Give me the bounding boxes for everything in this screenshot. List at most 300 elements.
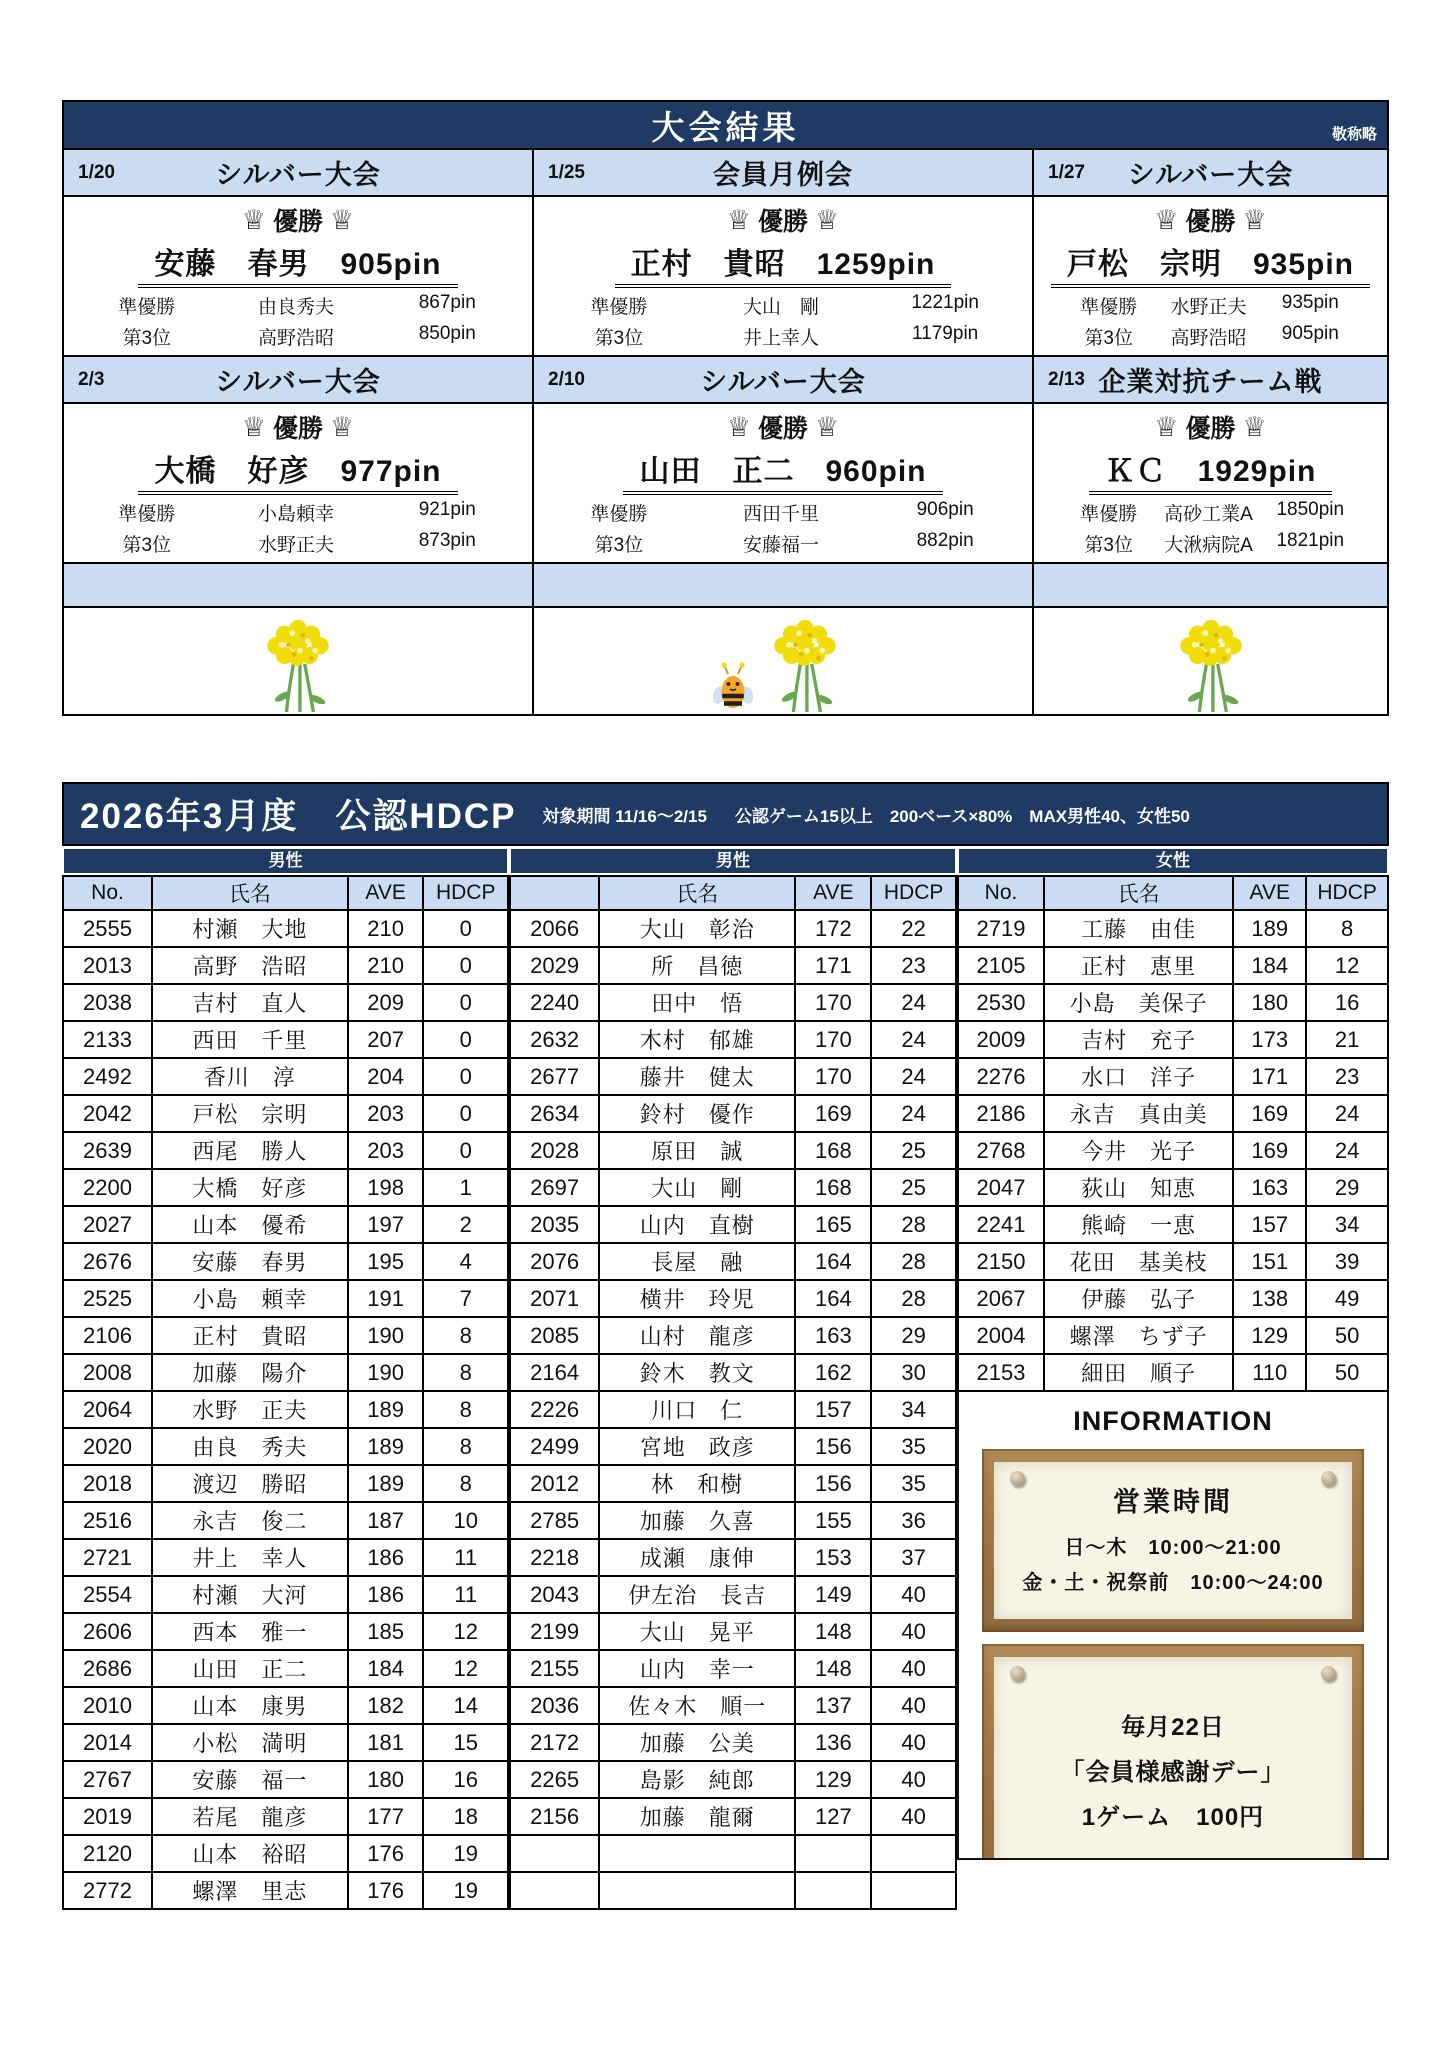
hdcp-column-header: No. [63,876,152,910]
hdcp-table-host [509,875,957,1910]
hdcp-row [63,1613,508,1650]
champion-name: ＫＣ 1929pin [1089,446,1333,495]
third-place-label: 第3位 [122,328,172,349]
hdcp-column-header: AVE [348,876,424,910]
member-name: 小松 満明 [152,1724,348,1761]
hdcp-header-row [63,876,508,910]
pushpin-icon [1010,1666,1025,1681]
tournament-result-cell [1034,404,1387,562]
crown-icon: ♕ [815,411,840,442]
tournament-header-cell [64,357,532,402]
pushpin-icon [1321,1666,1336,1681]
hdcp-table [62,875,509,1910]
member-no: 2047 [958,1169,1044,1206]
member-hdcp: 21 [1306,1021,1388,1058]
crown-icon: ♕ [726,204,751,235]
member-name: 今井 光子 [1044,1132,1233,1169]
hdcp-row [510,1317,956,1354]
member-name: 小島 美保子 [1044,984,1233,1021]
member-no: 2120 [63,1835,152,1872]
member-hdcp: 40 [871,1761,956,1798]
member-no: 2133 [63,1021,152,1058]
empty-cell [871,1835,956,1872]
runner-up-label: 準優勝 [118,504,176,525]
tournament-grid [62,150,1389,716]
member-name: 螺澤 ちず子 [1044,1317,1233,1354]
tournament-date: 1/20 [78,161,115,183]
member-ave: 162 [795,1354,871,1391]
member-ave: 169 [795,1095,871,1132]
member-hdcp: 0 [423,984,508,1021]
member-ave: 153 [795,1539,871,1576]
hdcp-row [958,984,1388,1021]
member-no: 2004 [958,1317,1044,1354]
member-name: 西尾 勝人 [152,1132,348,1169]
member-no: 2019 [63,1798,152,1835]
member-hdcp: 37 [871,1539,956,1576]
runner-up-label: 準優勝 [1080,504,1138,525]
member-hdcp: 24 [871,1058,956,1095]
board-line: 毎月22日 [1121,1714,1225,1741]
member-ave: 148 [795,1650,871,1687]
member-no: 2029 [510,947,599,984]
hdcp-row [63,1465,508,1502]
hdcp-row [63,1391,508,1428]
member-no: 2240 [510,984,599,1021]
rapeseed-flower-icon [1163,614,1259,714]
member-name: 香川 淳 [152,1058,348,1095]
tournament-date: 2/10 [548,368,585,390]
runner-up-label: 準優勝 [1080,297,1138,318]
member-ave: 176 [348,1872,424,1909]
member-no: 2008 [63,1354,152,1391]
member-hdcp: 23 [1306,1058,1388,1095]
member-ave: 207 [348,1021,424,1058]
tournament-header-cell [64,150,532,195]
champion-name-line [64,239,532,288]
member-name: 村瀬 大地 [152,910,348,947]
member-ave: 163 [795,1317,871,1354]
member-hdcp: 28 [871,1206,956,1243]
hdcp-column-header: AVE [795,876,871,910]
member-hdcp: 34 [1306,1206,1388,1243]
hdcp-empty-row [510,1872,956,1909]
champion-line [1034,202,1387,238]
member-hdcp: 24 [1306,1095,1388,1132]
third-place-line [97,530,499,557]
member-hdcp: 24 [871,1095,956,1132]
hdcp-row [63,1798,508,1835]
runner-up-name: 由良秀夫 [257,297,334,318]
honorific-note: 敬称略 [1331,126,1377,143]
champion-name: 戸松 宗明 935pin [1051,239,1370,288]
hdcp-table [957,875,1389,1392]
hdcp-group-women [957,849,1389,1910]
member-name: 木村 郁雄 [599,1021,795,1058]
hdcp-column-header: No. [958,876,1044,910]
third-place-score: 1821pin [1276,530,1345,551]
member-name: 成瀬 康伸 [599,1539,795,1576]
member-ave: 171 [1233,1058,1306,1095]
member-name: 熊崎 一恵 [1044,1206,1233,1243]
member-name: 村瀬 大河 [152,1576,348,1613]
tournament-name: シルバー大会 [1127,160,1294,190]
member-no: 2027 [63,1206,152,1243]
member-hdcp: 12 [423,1613,508,1650]
member-no: 2555 [63,910,152,947]
member-name: 工藤 由佳 [1044,910,1233,947]
tournament-name: シルバー大会 [215,160,381,190]
champion-label: 優勝 [757,415,808,443]
runner-up-label: 準優勝 [118,297,176,318]
member-name: 加藤 公美 [599,1724,795,1761]
champion-line [64,409,532,445]
member-no: 2499 [510,1428,599,1465]
empty-cell [599,1835,795,1872]
member-ave: 136 [795,1724,871,1761]
champion-name-line [534,446,1032,495]
third-place-score: 850pin [418,323,476,344]
member-ave: 187 [348,1502,424,1539]
champion-label: 優勝 [757,208,808,236]
member-ave: 151 [1233,1243,1306,1280]
hdcp-title: 2026年3月度 公認HDCP [80,797,517,836]
member-no: 2686 [63,1650,152,1687]
member-ave: 155 [795,1502,871,1539]
member-ave: 191 [348,1280,424,1317]
tournament-name: 企業対抗チーム戦 [1098,367,1323,397]
member-no: 2010 [63,1687,152,1724]
tournament-result-cell [534,404,1032,562]
member-name: 鈴村 優作 [599,1095,795,1132]
member-name: 山村 龍彦 [599,1317,795,1354]
member-hdcp: 8 [423,1391,508,1428]
third-place-label: 第3位 [122,535,172,556]
hdcp-row [510,1465,956,1502]
third-place-name: 水野正夫 [257,535,334,556]
third-place-line [1059,323,1363,350]
member-ave: 182 [348,1687,424,1724]
empty-cell [599,1872,795,1909]
member-no: 2768 [958,1132,1044,1169]
member-ave: 176 [348,1835,424,1872]
runner-up-score: 921pin [418,499,476,520]
member-hdcp: 15 [423,1724,508,1761]
flower-cell [534,608,1032,714]
member-no: 2634 [510,1095,599,1132]
member-name: 小島 頼幸 [152,1280,348,1317]
member-ave: 189 [348,1391,424,1428]
member-ave: 186 [348,1539,424,1576]
hdcp-group-men-2 [509,849,957,1910]
member-name: 所 昌徳 [599,947,795,984]
runner-up-line [1059,292,1363,319]
champion-line [64,202,532,238]
member-name: 細田 順子 [1044,1354,1233,1391]
member-no: 2530 [958,984,1044,1021]
member-ave: 173 [1233,1021,1306,1058]
hdcp-row [510,1798,956,1835]
tournament-date: 1/27 [1048,161,1085,183]
third-place-name: 高野浩昭 [257,328,334,349]
tournament-date: 2/13 [1048,368,1085,390]
member-hdcp: 0 [423,1021,508,1058]
member-no: 2155 [510,1650,599,1687]
member-hdcp: 0 [423,1132,508,1169]
member-hdcp: 30 [871,1354,956,1391]
member-no: 2199 [510,1613,599,1650]
tournament-header-cell [1034,357,1387,402]
member-name: 高野 浩昭 [152,947,348,984]
champion-line [534,409,1032,445]
member-no: 2785 [510,1502,599,1539]
member-hdcp: 2 [423,1206,508,1243]
hdcp-row [958,1354,1388,1391]
crown-icon: ♕ [1242,411,1267,442]
member-hdcp: 25 [871,1169,956,1206]
champion-name-line [1034,239,1387,288]
hdcp-row [510,1613,956,1650]
runner-up-score: 906pin [916,499,974,520]
hdcp-groups [62,849,1389,1910]
member-ave: 110 [1233,1354,1306,1391]
hdcp-row [958,1243,1388,1280]
member-name: 山内 幸一 [599,1650,795,1687]
member-name: 安藤 福一 [152,1761,348,1798]
third-place-label: 第3位 [1084,535,1133,556]
runner-up-score: 1221pin [911,292,979,313]
newsletter-sheet [62,100,1389,1910]
member-no: 2200 [63,1169,152,1206]
hdcp-row [510,1095,956,1132]
member-no: 2772 [63,1872,152,1909]
hdcp-row [958,910,1388,947]
hdcp-row [958,1169,1388,1206]
member-hdcp: 28 [871,1280,956,1317]
hdcp-row [63,1280,508,1317]
member-no: 2218 [510,1539,599,1576]
board-line: 営業時間 [1113,1487,1233,1517]
member-no: 2719 [958,910,1044,947]
hdcp-row [958,1058,1388,1095]
member-hdcp: 8 [1306,910,1388,947]
member-no: 2043 [510,1576,599,1613]
third-place-name: 井上幸人 [742,328,819,349]
member-name: 加藤 久喜 [599,1502,795,1539]
member-ave: 210 [348,947,424,984]
hdcp-header-row [958,876,1388,910]
page-title: 大会結果 [651,108,800,146]
hdcp-row [958,1021,1388,1058]
member-no: 2677 [510,1058,599,1095]
third-place-score: 905pin [1281,323,1339,344]
hdcp-row [958,947,1388,984]
member-ave: 148 [795,1613,871,1650]
hdcp-row [510,1761,956,1798]
member-no: 2106 [63,1317,152,1354]
hdcp-row [510,1058,956,1095]
member-ave: 137 [795,1687,871,1724]
member-no: 2014 [63,1724,152,1761]
member-no: 2038 [63,984,152,1021]
runner-up-label: 準優勝 [590,504,648,525]
member-ave: 189 [348,1465,424,1502]
member-hdcp: 40 [871,1613,956,1650]
tournament-header-cell [534,150,1032,195]
member-no: 2697 [510,1169,599,1206]
member-hdcp: 24 [871,1021,956,1058]
member-hdcp: 10 [423,1502,508,1539]
tournament-name: シルバー大会 [700,367,866,397]
member-no: 2241 [958,1206,1044,1243]
hdcp-row [958,1132,1388,1169]
champion-name-line [64,446,532,495]
hdcp-row [63,1428,508,1465]
hdcp-row [63,1835,508,1872]
member-no: 2105 [958,947,1044,984]
member-hdcp: 49 [1306,1280,1388,1317]
member-hdcp: 14 [423,1687,508,1724]
hdcp-row [510,984,956,1021]
champion-name: 正村 貴昭 1259pin [615,239,952,288]
member-ave: 184 [1233,947,1306,984]
member-ave: 204 [348,1058,424,1095]
runner-up-name: 小島頼幸 [257,504,334,525]
member-ave: 209 [348,984,424,1021]
runner-up-score: 1850pin [1276,499,1345,520]
member-no: 2020 [63,1428,152,1465]
member-no: 2525 [63,1280,152,1317]
board-line: 日～木 10:00～21:00 [1064,1537,1282,1559]
member-ave: 149 [795,1576,871,1613]
thanks-day-board [982,1644,1364,1860]
member-hdcp: 8 [423,1428,508,1465]
member-hdcp: 8 [423,1465,508,1502]
member-name: 由良 秀夫 [152,1428,348,1465]
member-no: 2018 [63,1465,152,1502]
member-name: 伊左治 長吉 [599,1576,795,1613]
hdcp-rule-note: 公認ゲーム15以上 200ベース×80% MAX男性40、女性50 [734,806,1190,826]
member-hdcp: 39 [1306,1243,1388,1280]
champion-label: 優勝 [272,415,323,443]
member-name: 西田 千里 [152,1021,348,1058]
empty-cell [795,1872,871,1909]
gender-bar: 女性 [959,849,1387,873]
runner-up-score: 867pin [418,292,476,313]
member-name: 加藤 龍爾 [599,1798,795,1835]
member-hdcp: 40 [871,1798,956,1835]
member-hdcp: 22 [871,910,956,947]
member-hdcp: 16 [423,1761,508,1798]
hdcp-row [63,1132,508,1169]
runner-up-line [97,292,499,319]
hdcp-row [510,1243,956,1280]
hdcp-empty-row [510,1835,956,1872]
empty-band-cell [64,564,532,606]
information-panel [957,1392,1389,1860]
champion-line [534,202,1032,238]
member-name: 山本 康男 [152,1687,348,1724]
member-hdcp: 34 [871,1391,956,1428]
member-hdcp: 28 [871,1243,956,1280]
member-name: 永吉 真由美 [1044,1095,1233,1132]
member-name: 西本 雅一 [152,1613,348,1650]
hdcp-row [63,1206,508,1243]
member-no: 2064 [63,1391,152,1428]
third-place-name: 安藤福一 [742,535,819,556]
member-no: 2085 [510,1317,599,1354]
crown-icon: ♕ [1154,204,1179,235]
hdcp-column-header: AVE [1233,876,1306,910]
hdcp-column-header: 氏名 [1044,876,1233,910]
member-ave: 170 [795,984,871,1021]
member-no: 2153 [958,1354,1044,1391]
hdcp-row [63,1650,508,1687]
rapeseed-flower-icon [250,614,346,714]
empty-band-cell [1034,564,1387,606]
member-hdcp: 12 [423,1650,508,1687]
member-no: 2009 [958,1021,1044,1058]
member-name: 長屋 融 [599,1243,795,1280]
member-name: 鈴木 教文 [599,1354,795,1391]
third-place-score: 873pin [418,530,476,551]
member-ave: 189 [1233,910,1306,947]
crown-icon: ♕ [241,411,266,442]
member-ave: 195 [348,1243,424,1280]
hdcp-row [510,910,956,947]
board-line: 「会員様感謝デー」 [1060,1759,1286,1786]
hdcp-row [510,1132,956,1169]
runner-up-name: 水野正夫 [1170,297,1247,318]
member-ave: 180 [348,1761,424,1798]
member-ave: 186 [348,1576,424,1613]
member-no: 2012 [510,1465,599,1502]
member-ave: 189 [348,1428,424,1465]
bee-icon [713,662,753,714]
member-name: 花田 基美枝 [1044,1243,1233,1280]
hdcp-row [63,1317,508,1354]
tournament-header-cell [534,357,1032,402]
champion-name: 大橋 好彦 977pin [138,446,457,495]
member-name: 田中 悟 [599,984,795,1021]
member-ave: 170 [795,1058,871,1095]
member-hdcp: 1 [423,1169,508,1206]
information-title: INFORMATION [1073,1406,1273,1436]
member-name: 林 和樹 [599,1465,795,1502]
empty-cell [871,1872,956,1909]
member-name: 戸松 宗明 [152,1095,348,1132]
member-ave: 210 [348,910,424,947]
member-no: 2071 [510,1280,599,1317]
hdcp-row [510,947,956,984]
hdcp-row [63,1095,508,1132]
runner-up-line [1059,499,1363,526]
tournament-date: 2/3 [78,368,105,390]
tournament-header-cell [1034,150,1387,195]
hdcp-table [509,875,957,1910]
member-hdcp: 40 [871,1650,956,1687]
member-ave: 156 [795,1465,871,1502]
member-hdcp: 35 [871,1428,956,1465]
member-name: 水口 洋子 [1044,1058,1233,1095]
hdcp-group-men-1 [62,849,509,1910]
member-no: 2013 [63,947,152,984]
hdcp-row [510,1502,956,1539]
pushpin-icon [1321,1471,1336,1486]
hdcp-row [63,1243,508,1280]
hdcp-row [63,1058,508,1095]
member-hdcp: 0 [423,1058,508,1095]
